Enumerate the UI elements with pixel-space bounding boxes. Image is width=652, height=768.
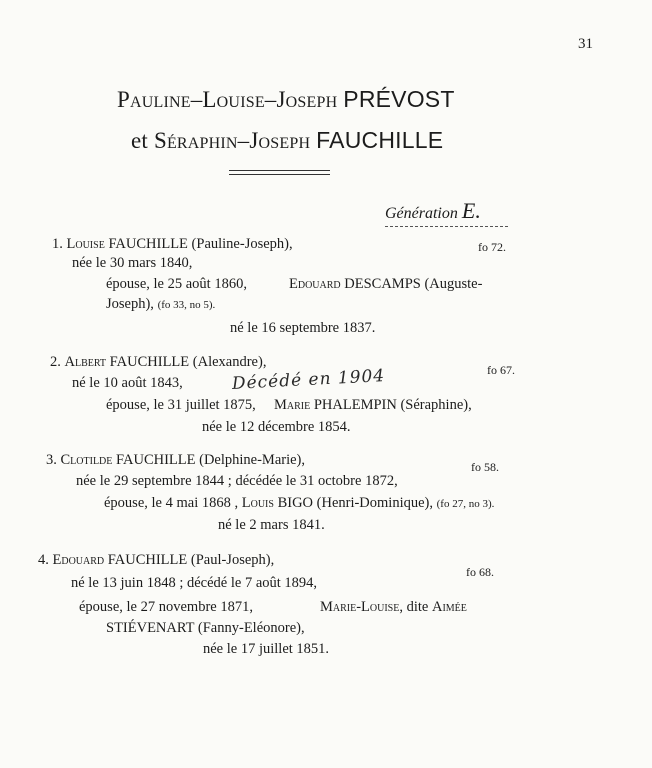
entry-number: 3. <box>46 452 57 468</box>
title-conjunction: et <box>131 128 148 153</box>
spouse-first-name: Edouard <box>289 276 341 292</box>
title-rule-bottom <box>229 174 330 175</box>
spouse-parent-cont: Joseph), <box>106 296 154 312</box>
entry-first-name: Edouard <box>52 552 105 568</box>
title-surname-1: PRÉVOST <box>343 86 455 112</box>
title-rule-top <box>229 170 330 171</box>
entry-surname: FAUCHILLE <box>109 354 190 370</box>
spouse-nickname: Aimée <box>431 599 467 615</box>
entry-3-folio: fo 58. <box>471 460 499 474</box>
entry-2-handwritten-note: Décédé en 1904 <box>231 365 386 394</box>
entry-3-marriage <box>104 495 494 512</box>
entry-first-name: Albert <box>64 354 107 370</box>
entry-3-born: née le 29 septembre 1844 ; décédée le 31 octobre 1872, <box>76 473 398 489</box>
entry-3-header <box>46 452 305 469</box>
entry-parent: (Pauline-Joseph), <box>191 236 293 252</box>
entry-1-born: née le 30 mars 1840, <box>72 255 193 271</box>
title-line-2 <box>131 127 443 154</box>
entry-1-spouse <box>289 276 482 293</box>
spouse-folio: (fo 27, no 3). <box>436 498 495 510</box>
marriage-text: épouse, le 4 mai 1868 , <box>104 495 239 511</box>
entry-1-marriage: épouse, le 25 août 1860, <box>106 276 247 292</box>
entry-4-header <box>38 552 274 569</box>
spouse-surname: BIGO <box>277 495 314 511</box>
entry-2-marriage: épouse, le 31 juillet 1875, <box>106 397 256 413</box>
entry-4-spouse <box>320 599 467 616</box>
entry-parent: (Paul-Joseph), <box>190 552 275 568</box>
entry-parent: (Alexandre), <box>192 354 267 370</box>
entry-first-name: Louise <box>66 236 105 252</box>
entry-1-spouse-cont <box>106 296 215 313</box>
spouse-first-name: Louis <box>241 495 274 511</box>
entry-2-spouse-born: née le 12 décembre 1854. <box>202 419 351 435</box>
spouse-parent: (Auguste- <box>424 276 483 292</box>
generation-label: Génération <box>385 205 458 222</box>
entry-4-marriage: épouse, le 27 novembre 1871, <box>79 599 253 615</box>
entry-2-born: né le 10 août 1843, <box>72 375 183 391</box>
entry-parent: (Delphine-Marie), <box>199 452 306 468</box>
entry-1-folio: fo 72. <box>478 240 506 254</box>
spouse-folio: (fo 33, no 5). <box>157 299 216 311</box>
entry-2-spouse <box>274 397 472 414</box>
entry-2-header <box>50 354 266 371</box>
entry-4-born: né le 13 juin 1848 ; décédé le 7 août 1894, <box>71 575 318 591</box>
entry-surname: FAUCHILLE <box>107 552 188 568</box>
entry-4-spouse-born: née le 17 juillet 1851. <box>203 641 330 657</box>
entry-number: 1. <box>52 236 63 252</box>
generation-heading <box>385 198 481 224</box>
spouse-surname: DESCAMPS <box>344 276 421 292</box>
entry-1-spouse-born: né le 16 septembre 1837. <box>230 320 376 336</box>
spouse-surname: PHALEMPIN <box>313 397 397 413</box>
generation-underline <box>385 226 508 227</box>
entry-number: 2. <box>50 354 61 370</box>
entry-4-folio: fo 68. <box>466 565 494 579</box>
spouse-surname: STIÉVENART <box>106 620 195 636</box>
spouse-parent: (Fanny-Eléonore), <box>197 620 305 636</box>
page-number: 31 <box>578 36 593 52</box>
spouse-parent: (Henri-Dominique), <box>316 495 434 511</box>
title-name-1: Pauline–Louise–Joseph <box>117 87 338 112</box>
entry-3-spouse-born: né le 2 mars 1841. <box>218 517 325 533</box>
title-name-2: Séraphin–Joseph <box>153 128 311 153</box>
entry-surname: FAUCHILLE <box>116 452 196 468</box>
spouse-dite: , dite <box>399 599 429 615</box>
spouse-first-name: Marie-Louise <box>320 599 400 615</box>
spouse-parent: (Séraphine), <box>400 397 472 413</box>
entry-surname: FAUCHILLE <box>108 236 188 252</box>
title-surname-2: FAUCHILLE <box>316 127 444 153</box>
title-line-1 <box>117 86 455 113</box>
entry-1-header <box>52 236 293 253</box>
entry-first-name: Clotilde <box>60 452 113 468</box>
entry-number: 4. <box>38 552 49 568</box>
generation-letter: E. <box>461 198 481 223</box>
spouse-first-name: Marie <box>274 397 311 413</box>
entry-4-spouse-cont <box>106 620 305 637</box>
entry-2-folio: fo 67. <box>487 363 515 377</box>
